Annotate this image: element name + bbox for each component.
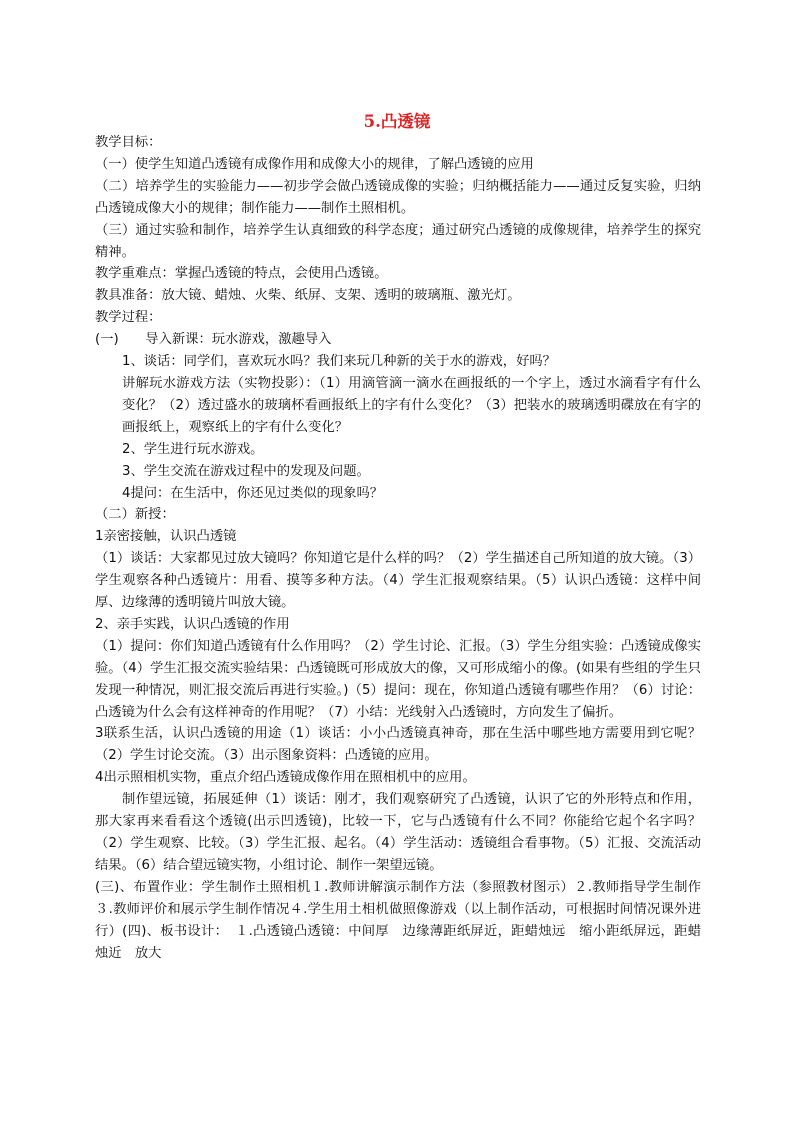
lesson-part-body: （1）谈话：大家都见过放大镜吗？你知道它是什么样的吗？（2）学生描述自己所知道的放大镜。（3）学生观察各种凸透镜片：用看、摸等多种方法。（4）学生汇报观察结果。（5）认识凸透镜：这样中间厚、边缘薄的透明镜片叫放大镜。 <box>95 551 701 611</box>
section-heading-objectives: 教学目标： <box>95 135 162 150</box>
section-heading-new-lesson: （二）新授： <box>95 507 175 523</box>
document-body <box>95 132 701 964</box>
process-item: 1、谈话：同学们，喜欢玩水吗？我们来玩几种新的关于水的游戏，好吗？ <box>122 354 556 370</box>
lesson-part-heading: 4出示照相机实物，重点介绍凸透镜成像作用在照相机中的应用。 <box>95 770 476 786</box>
lesson-part-body: 制作望远镜，拓展延伸（1）谈话：刚才，我们观察研究了凸透镜，认识了它的外形特点和作用，那大家再来看看这个透镜(出示凹透镜)，比较一下，它与凸透镜有什么不同？你能给它起个名字吗？（2）学生观察、比较。（3）学生汇报、起名。（4）学生活动：透镜组合看事物。（5）汇报、交流活动结果。（6）结合望远镜实物，小组讨论、制作一架望远镜。 <box>95 792 701 873</box>
document-title: 5.凸透镜 <box>363 112 431 131</box>
lesson-part-heading: 2、亲手实践，认识凸透镜的作用 <box>95 616 290 632</box>
lesson-part-body: 3联系生活，认识凸透镜的用途（1）谈话：小小凸透镜真神奇，那在生活中哪些地方需要用到它呢？（2）学生讨论交流。（3）出示图象资料：凸透镜的应用。 <box>95 726 701 764</box>
section-heading-process: 教学过程： <box>95 310 162 326</box>
process-step-intro: (一) 导入新课：玩水游戏，激趣导入 <box>95 332 332 348</box>
objective-3: （三）通过实验和制作，培养学生认真细致的科学态度；通过研究凸透镜的成像规律，培养学生的探究精神。 <box>95 222 701 260</box>
process-item: 讲解玩水游戏方法（实物投影）：（1）用滴管滴一滴水在画报纸的一个字上，透过水滴看字有什么变化？（2）透过盛水的玻璃杯看画报纸上的字有什么变化？（3）把装水的玻璃透明碟放在有字的画报纸上，观察纸上的字有什么变化？ <box>122 375 701 435</box>
lesson-part-body: （1）提问：你们知道凸透镜有什么作用吗？（2）学生讨论、汇报。（3）学生分组实验：凸透镜成像实验。（4）学生汇报交流实验结果：凸透镜既可形成放大的像，又可形成缩小的像。(如果有些组的学生只发现一种情况，则汇报交流后再进行实验。)（5）提问：现在，你知道凸透镜有哪些作用？（6）讨论：凸透镜为什么会有这样神奇的作用呢？（7）小结：光线射入凸透镜时，方向发生了偏折。 <box>95 638 701 720</box>
homework-and-board: (三)、布置作业：学生制作土照相机１.教师讲解演示制作方法（参照教材图示）２.教师指导学生制作３.教师评价和展示学生制作情况４.学生用土相机做照像游戏（以上制作活动，可根据时间情况课外进行）(四)、板书设计： １.凸透镜凸透镜：中间厚 边缘薄距纸屏近，距蜡烛远 缩小距纸屏远，距蜡烛近 放大 <box>95 879 701 961</box>
process-item: 3、学生交流在游戏过程中的发现及问题。 <box>122 463 370 479</box>
key-points: 教学重难点：掌握凸透镜的特点，会使用凸透镜。 <box>95 266 388 282</box>
process-item: 2、学生进行玩水游戏。 <box>122 441 264 457</box>
objective-1: （一）使学生知道凸透镜有成像作用和成像大小的规律，了解凸透镜的应用 <box>95 156 534 172</box>
lesson-part-heading: 1亲密接触，认识凸透镜 <box>95 529 237 545</box>
objective-2: （二）培养学生的实验能力——初步学会做凸透镜成像的实验；归纳概括能力——通过反复实验，归纳凸透镜成像大小的规律；制作能力——制作土照相机。 <box>95 178 701 216</box>
teaching-materials: 教具准备：放大镜、蜡烛、火柴、纸屏、支架、透明的玻璃瓶、激光灯。 <box>95 288 521 304</box>
process-item: 4提问：在生活中，你还见过类似的现象吗？ <box>122 485 384 501</box>
